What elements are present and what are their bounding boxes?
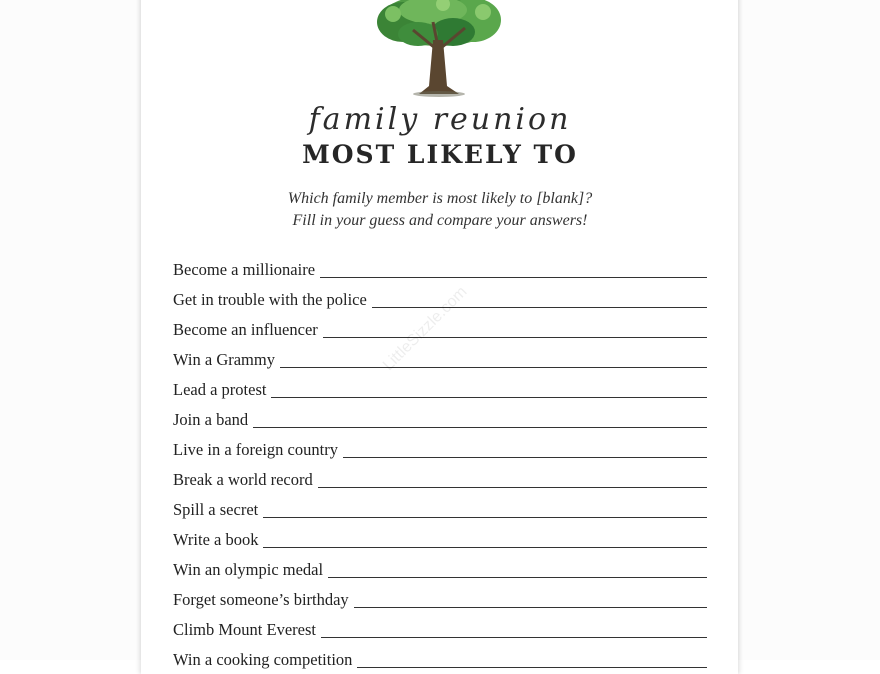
list-item: [173, 401, 707, 431]
tree-illustration: [373, 0, 505, 98]
list-item: [173, 611, 707, 641]
list-item: [173, 341, 707, 371]
prompt-label: Become an influencer: [173, 320, 318, 339]
page-title: MOST LIKELY TO: [302, 140, 578, 169]
answer-line: [328, 557, 707, 578]
instructions-line-1: Which family member is most likely to [blank]?: [287, 190, 593, 207]
answer-line: [271, 377, 707, 398]
list-item: [173, 251, 707, 281]
answer-line: [354, 587, 707, 608]
answer-line: [320, 257, 707, 278]
answer-line: [253, 407, 707, 428]
script-title: family reunion: [308, 102, 572, 137]
answer-line: [357, 647, 707, 668]
prompt-label: Break a world record: [173, 470, 313, 489]
answer-line: [372, 287, 707, 308]
prompt-label: Lead a protest: [173, 380, 267, 399]
prompt-label: Climb Mount Everest: [173, 620, 316, 639]
prompt-label: Become a millionaire: [173, 260, 316, 279]
instructions-line-2: Fill in your guess and compare your answers!: [292, 212, 588, 229]
prompt-label: Write a book: [173, 530, 259, 549]
prompt-label: Join a band: [173, 410, 249, 429]
list-item: [173, 371, 707, 401]
answer-line: [323, 317, 707, 338]
answer-line: [280, 347, 707, 368]
prompt-label: Live in a foreign country: [173, 440, 338, 459]
prompt-label: Forget someone’s birthday: [173, 590, 349, 609]
prompt-label: Win a cooking competition: [173, 650, 353, 669]
answer-line: [343, 437, 707, 458]
watermark-text: LittleSizzle.com: [379, 283, 471, 374]
prompt-label: Win an olympic medal: [173, 560, 324, 579]
list-item: [173, 551, 707, 581]
list-item: [173, 461, 707, 491]
list-item: [173, 521, 707, 551]
answer-line: [321, 617, 707, 638]
list-item: [173, 491, 707, 521]
tree-icon: [377, 0, 501, 97]
answer-line: [263, 527, 707, 548]
prompt-label: Get in trouble with the police: [173, 290, 367, 309]
list-item: [173, 431, 707, 461]
list-item: [173, 641, 707, 671]
list-item: [173, 581, 707, 611]
prompt-label: Win a Grammy: [173, 350, 275, 369]
answer-line: [263, 497, 707, 518]
answer-line: [318, 467, 707, 488]
prompt-label: Spill a secret: [173, 500, 259, 519]
